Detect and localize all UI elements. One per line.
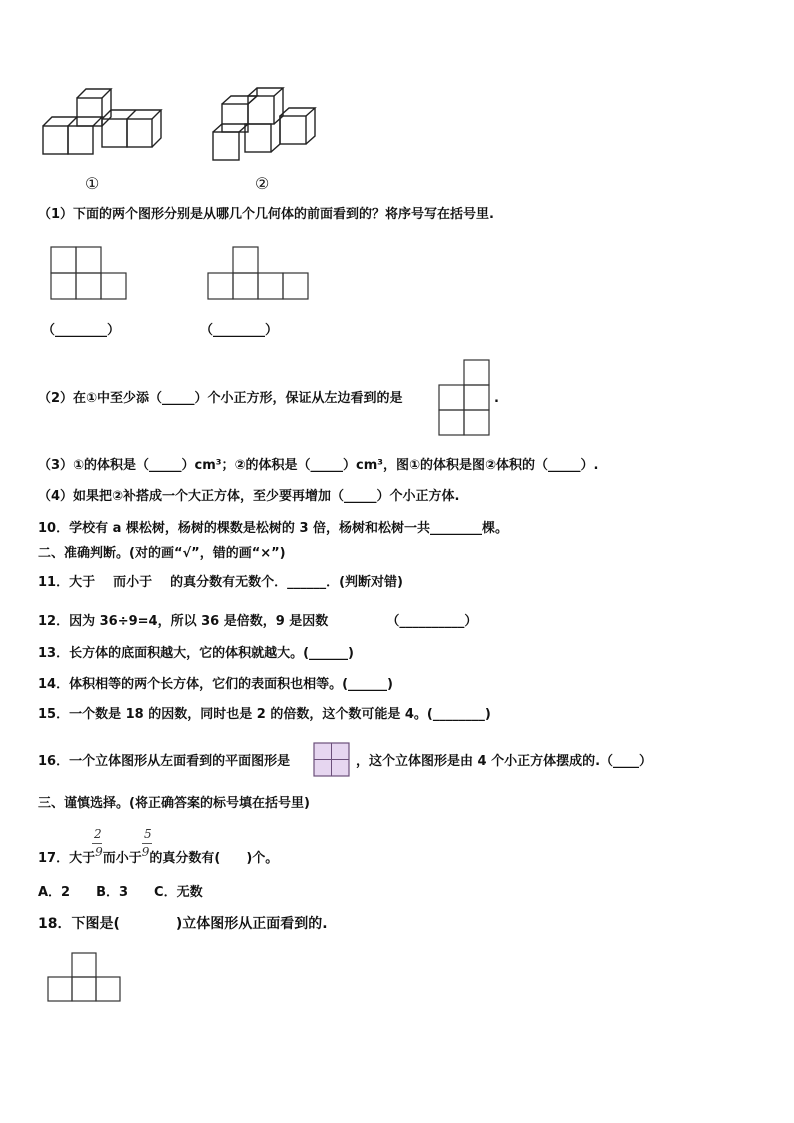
q17-frac1-den: 9 <box>95 845 103 859</box>
q17-middle: 而小于 <box>102 851 142 866</box>
q9-part3: （3）①的体积是（_____）cm³；②的体积是（_____）cm³，图①的体积是图②体积的（_____）. <box>38 458 599 473</box>
q17-frac2-den: 9 <box>141 845 150 859</box>
left-view-grid <box>438 359 492 439</box>
q17-frac2-num: 5 <box>144 827 152 841</box>
q12 <box>38 613 477 631</box>
q18: 18．下图是( )立体图形从正面看到的. <box>38 916 328 932</box>
q9-part1: （1）下面的两个图形分别是从哪几个几何体的前面看到的？将序号写在括号里. <box>38 207 494 222</box>
q12-blank[interactable]: （__________） <box>386 614 478 629</box>
q12-text: 12．因为 36÷9=4，所以 36 是倍数，9 是因数 <box>38 614 329 629</box>
q11 <box>38 574 403 592</box>
q11-prefix: 11．大于 <box>38 575 96 590</box>
section-3-heading: 三、谨慎选择。(将正确答案的标号填在括号里) <box>38 796 310 811</box>
q9-part2-end: . <box>494 391 499 406</box>
q9-part4: （4）如果把②补搭成一个大正方体，至少要再增加（_____）个小正方体. <box>38 489 460 504</box>
q9-part2-text: （2）在①中至少添（_____）个小正方形，保证从左边看到的是 <box>38 391 403 406</box>
q10: 10．学校有 a 棵松树，杨树的棵数是松树的 3 倍，杨树和松树一共________棵。 <box>38 521 509 536</box>
q11-middle: 而小于 <box>113 575 153 590</box>
q17-frac1-bar <box>92 843 102 844</box>
q17-frac1-num: 2 <box>94 827 102 841</box>
q16-left-view-grid <box>313 742 351 778</box>
q9-blank-b[interactable]: （________） <box>200 323 279 338</box>
q13: 13．长方体的底面积越大，它的体积就越大。(______) <box>38 646 354 661</box>
q18-front-view <box>46 952 126 1004</box>
q15: 15．一个数是 18 的因数，同时也是 2 的倍数，这个数可能是 4。(________) <box>38 707 491 722</box>
section-2-heading: 二、准确判断。(对的画“√”，错的画“×”) <box>38 546 286 561</box>
figure-1-label: ① <box>85 174 100 193</box>
q17-suffix: 的真分数有( )个。 <box>149 851 279 866</box>
q16-prefix: 16．一个立体图形从左面看到的平面图形是 <box>38 754 291 769</box>
front-view-b <box>207 246 313 302</box>
q9-blank-a[interactable]: （________） <box>42 323 121 338</box>
cube-figure-2 <box>210 84 320 164</box>
front-view-a <box>50 246 130 302</box>
cube-figure-1 <box>40 86 165 158</box>
q17-options: A．2 B．3 C．无数 <box>38 885 203 900</box>
q14: 14．体积相等的两个长方体，它们的表面积也相等。(______) <box>38 677 393 692</box>
q16-suffix: ，这个立体图形是由 4 个小正方体摆成的.（____） <box>356 754 653 769</box>
q17-prefix: 17．大于 <box>38 851 96 866</box>
q17-frac2-bar <box>142 843 152 844</box>
figure-2-label: ② <box>255 174 270 193</box>
q11-suffix: 的真分数有无数个．______．(判断对错) <box>170 575 403 590</box>
q17 <box>38 845 279 868</box>
